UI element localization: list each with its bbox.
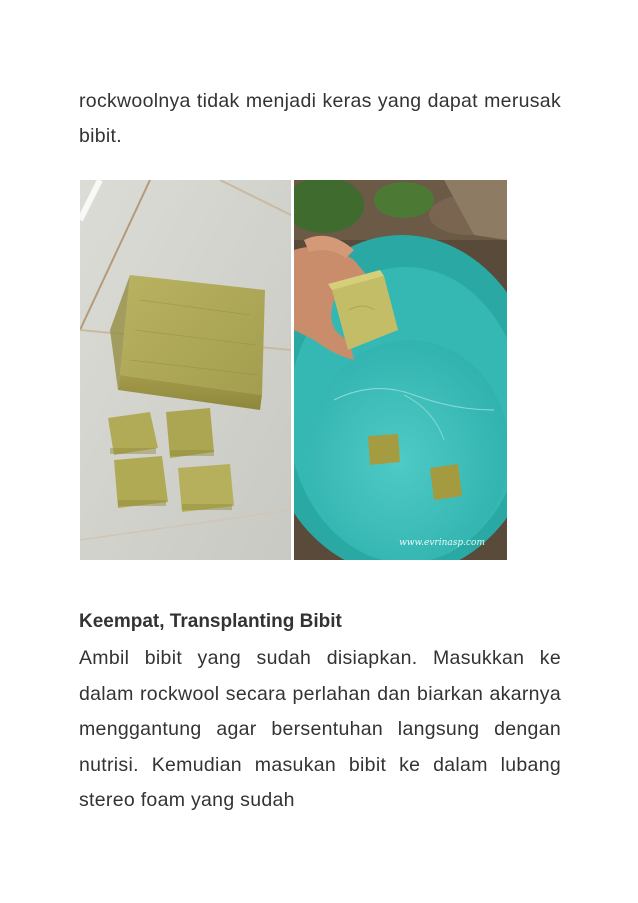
water-basin-photo [294, 180, 507, 560]
section-heading: Keempat, Transplanting Bibit [79, 611, 342, 632]
paragraph-top: rockwoolnya tidak menjadi keras yang dapat merusak bibit. [79, 90, 561, 147]
paragraph-bottom: Ambil bibit yang sudah disiapkan. Masukkan ke dalam rockwool secara perlahan dan biarkan akarnya menggantung agar bersentuhan langsung dengan nutrisi. Kemudian masukan bibit ke dalam lubang stereo foam yang sudah [79, 647, 561, 811]
watermark-text: www.evrinasp.com [399, 538, 485, 548]
rockwool-figure [80, 180, 507, 560]
rockwool-cubes-photo [80, 180, 291, 560]
